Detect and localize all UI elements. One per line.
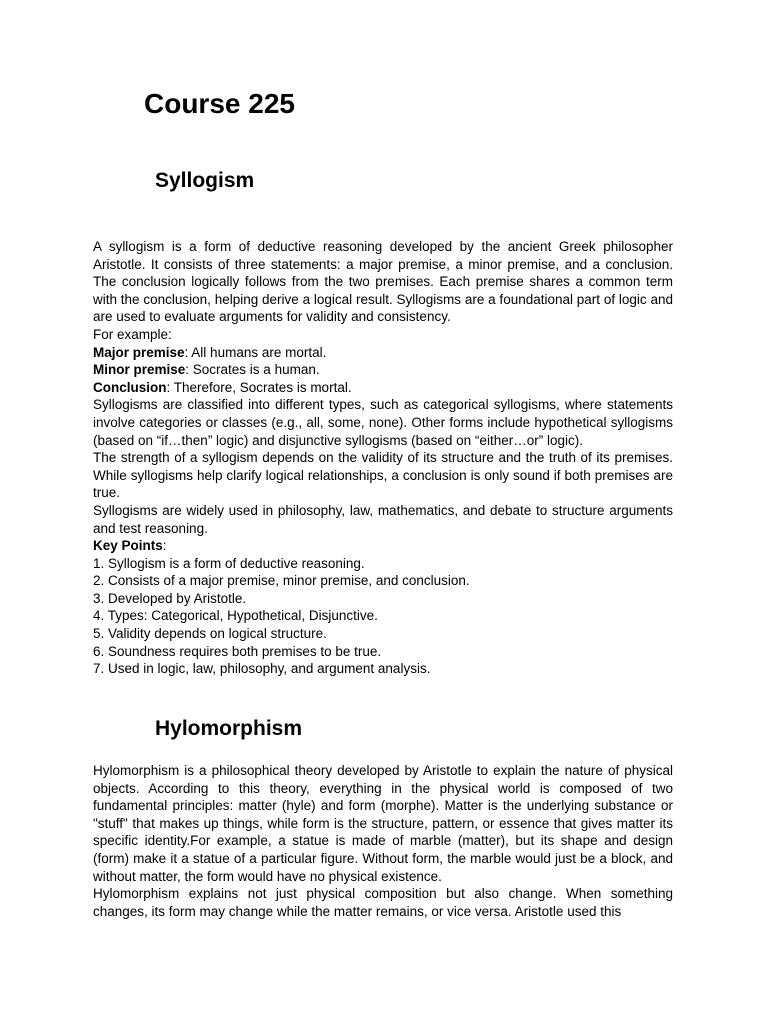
conclusion-label: Conclusion [93,379,167,395]
example-intro: For example: [93,326,172,342]
conclusion-text: : Therefore, Socrates is mortal. [166,379,352,395]
syllogism-intro-paragraph: A syllogism is a form of deductive reasoning developed by the ancient Greek philosopher Aristotle. It consists of three statements: a major premise, a minor premise, and a conclusion. The conclusion logically follows from the two premises. Each premise shares a common term with the conclusion, helping derive a logical result. Syllogisms are a foundational part of logic and are used to evaluate arguments for validity and consistency. [93,239,673,325]
syllogism-heading: Syllogism [155,169,255,192]
conclusion-line [93,379,673,397]
syllogism-section [93,238,673,678]
hylomorphism-paragraph-2: Hylomorphism explains not just physical composition but also change. When something changes, its form may change while the matter remains, or vice versa. Aristotle used this [93,886,673,919]
syllogism-usage-paragraph: Syllogisms are widely used in philosophy, law, mathematics, and debate to structure arguments and test reasoning. [93,502,673,536]
key-point-item: 6. Soundness requires both premises to be true. [93,643,382,659]
hylomorphism-paragraph-1: Hylomorphism is a philosophical theory developed by Aristotle to explain the nature of physical objects. According to this theory, everything in the physical world is composed of two fundamental principles: matter (hyle) and form (morphe). Matter is the underlying substance or "stuff" that makes up things, while form is the structure, pattern, or essence that gives matter its specific identity.For example, a statue is made of marble (matter), but its shape and design (form) make it a statue of a particular figure. Without form, the marble would just be a block, and without matter, the form would have no physical existence. [93,763,673,884]
minor-premise-label: Minor premise [93,362,186,378]
course-title: Course 225 [144,88,295,119]
minor-premise-line [93,361,673,379]
key-point-item: 3. Developed by Aristotle. [93,590,247,606]
hylomorphism-section [93,762,673,922]
key-points-heading [93,537,673,555]
key-point-item: 7. Used in logic, law, philosophy, and argument analysis. [93,661,431,677]
minor-premise-text: : Socrates is a human. [185,362,320,378]
syllogism-strength-paragraph: The strength of a syllogism depends on the validity of its structure and the truth of its premises. While syllogisms help clarify logical relationships, a conclusion is only sound if both premises are true. [93,450,673,501]
major-premise-text: : All humans are mortal. [184,344,327,360]
syllogism-types-paragraph: Syllogisms are classified into different types, such as categorical syllogisms, where statements involve categories or classes (e.g., all, some, none). Other forms include hypothetical syllogisms (based on “if…then” logic) and disjunctive syllogisms (based on “either…or” logic). [93,397,673,448]
key-point-item: 4. Types: Categorical, Hypothetical, Disjunctive. [93,608,378,624]
key-point-item: 5. Validity depends on logical structure. [93,626,327,642]
hylomorphism-heading: Hylomorphism [155,717,303,740]
key-point-item: 2. Consists of a major premise, minor premise, and conclusion. [93,573,470,589]
major-premise-line [93,344,673,362]
key-point-item: 1. Syllogism is a form of deductive reasoning. [93,555,365,571]
key-points-colon: : [162,538,167,554]
major-premise-label: Major premise [93,344,185,360]
key-points-label: Key Points [93,538,163,554]
